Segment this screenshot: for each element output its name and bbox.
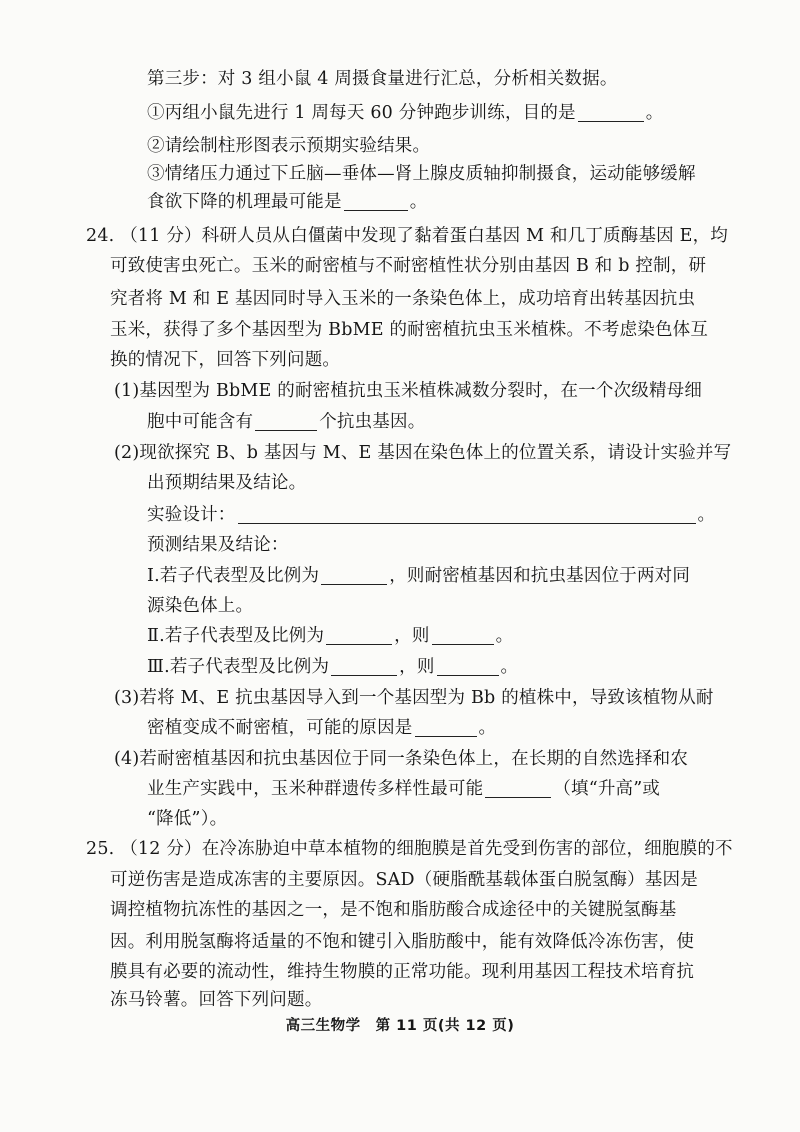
q24-part3-line2: 密植变成不耐密植，可能的原因是 。 <box>147 718 497 738</box>
page-footer: 高三生物学 第 11 页(共 12 页) <box>285 1018 515 1034</box>
q24-part3-line1: (3)若将 M、E 抗虫基因导入到一个基因型为 Bb 的植株中，导致该植物从耐 <box>114 688 714 708</box>
answer-blank[interactable] <box>321 566 387 585</box>
q24-stem-line2: 可致使害虫死亡。玉米的耐密植与不耐密植性状分别由基因 B 和 b 控制，研 <box>110 256 707 276</box>
answer-blank[interactable] <box>255 412 317 431</box>
q23-sub1-text: ①丙组小鼠先进行 1 周每天 60 分钟跑步训练，目的是 <box>147 103 576 123</box>
q24-part1-line2: 胞中可能含有 个抗虫基因。 <box>147 412 426 432</box>
design-answer-blank[interactable] <box>238 505 696 524</box>
q24-result2: Ⅱ.若子代表型及比例为 ，则 。 <box>147 626 514 646</box>
q23-sub1: ①丙组小鼠先进行 1 周每天 60 分钟跑步训练，目的是 。 <box>147 103 664 123</box>
q24-part4-line2: 业生产实践中，玉米种群遗传多样性最可能 （填“升高”或 <box>147 779 661 799</box>
q25-stem-line2: 可逆伤害是造成冻害的主要原因。SAD（硬脂酰基载体蛋白脱氢酶）基因是 <box>110 870 698 890</box>
q25-stem-line6: 冻马铃薯。回答下列问题。 <box>110 990 323 1010</box>
q23-sub3-line2: 食欲下降的机理最可能是 。 <box>147 192 428 212</box>
answer-blank[interactable] <box>437 657 499 676</box>
answer-blank[interactable] <box>415 718 477 737</box>
q25-stem-line4: 因。利用脱氢酶将适量的不饱和键引入脂肪酸中，能有效降低冷冻伤害，使 <box>110 932 695 952</box>
q24-part2-line2: 出预期结果及结论。 <box>147 473 307 493</box>
q25-stem-line5: 膜具有必要的流动性，维持生物膜的正常功能。现利用基因工程技术培育抗 <box>110 962 695 982</box>
q24-predict-label: 预测结果及结论： <box>147 535 289 555</box>
answer-blank[interactable] <box>326 626 392 645</box>
q24-stem-line5: 换的情况下，回答下列问题。 <box>110 350 341 370</box>
q24-part4-line1: (4)若耐密植基因和抗虫基因位于同一条染色体上，在长期的自然选择和农 <box>114 749 689 769</box>
q24-part4-line3: “降低”）。 <box>147 809 228 829</box>
q24-part1-line1: (1)基因型为 BbME 的耐密植抗虫玉米植株减数分裂时，在一个次级精母细 <box>114 381 703 401</box>
answer-blank[interactable] <box>578 103 644 122</box>
q23-sub2: ②请绘制柱形图表示预期实验结果。 <box>147 136 431 156</box>
q24-stem-line4: 玉米，获得了多个基因型为 BbME 的耐密植抗虫玉米植株。不考虑染色体互 <box>110 320 709 340</box>
q23-sub3-line1: ③情绪压力通过下丘脑—垂体—肾上腺皮质轴抑制摄食，运动能够缓解 <box>147 164 696 184</box>
q24-part2-line1: (2)现欲探究 B、b 基因与 M、E 基因在染色体上的位置关系，请设计实验并写 <box>114 443 732 463</box>
q23-step3: 第三步：对 3 组小鼠 4 周摄食量进行汇总，分析相关数据。 <box>147 69 618 89</box>
q25-stem-line1: 25. （12 分）在冷冻胁迫中草本植物的细胞膜是首先受到伤害的部位，细胞膜的不 <box>86 839 733 859</box>
q24-result3: Ⅲ.若子代表型及比例为 ，则 。 <box>147 657 519 677</box>
answer-blank[interactable] <box>432 626 494 645</box>
q24-result1-line1: Ⅰ.若子代表型及比例为 ，则耐密植基因和抗虫基因位于两对同 <box>147 566 691 586</box>
q24-design: 实验设计： 。 <box>147 505 716 525</box>
q24-stem-line3: 究者将 M 和 E 基因同时导入玉米的一条染色体上，成功培育出转基因抗虫 <box>110 289 696 309</box>
answer-blank[interactable] <box>485 779 551 798</box>
q24-stem-line1: 24. （11 分）科研人员从白僵菌中发现了黏着蛋白基因 M 和几丁质酶基因 E，均 <box>86 226 729 246</box>
q25-stem-line3: 调控植物抗冻性的基因之一，是不饱和脂肪酸合成途径中的关键脱氢酶基 <box>110 900 677 920</box>
answer-blank[interactable] <box>344 192 408 211</box>
q24-result1-line2: 源染色体上。 <box>147 596 254 616</box>
answer-blank[interactable] <box>331 657 397 676</box>
